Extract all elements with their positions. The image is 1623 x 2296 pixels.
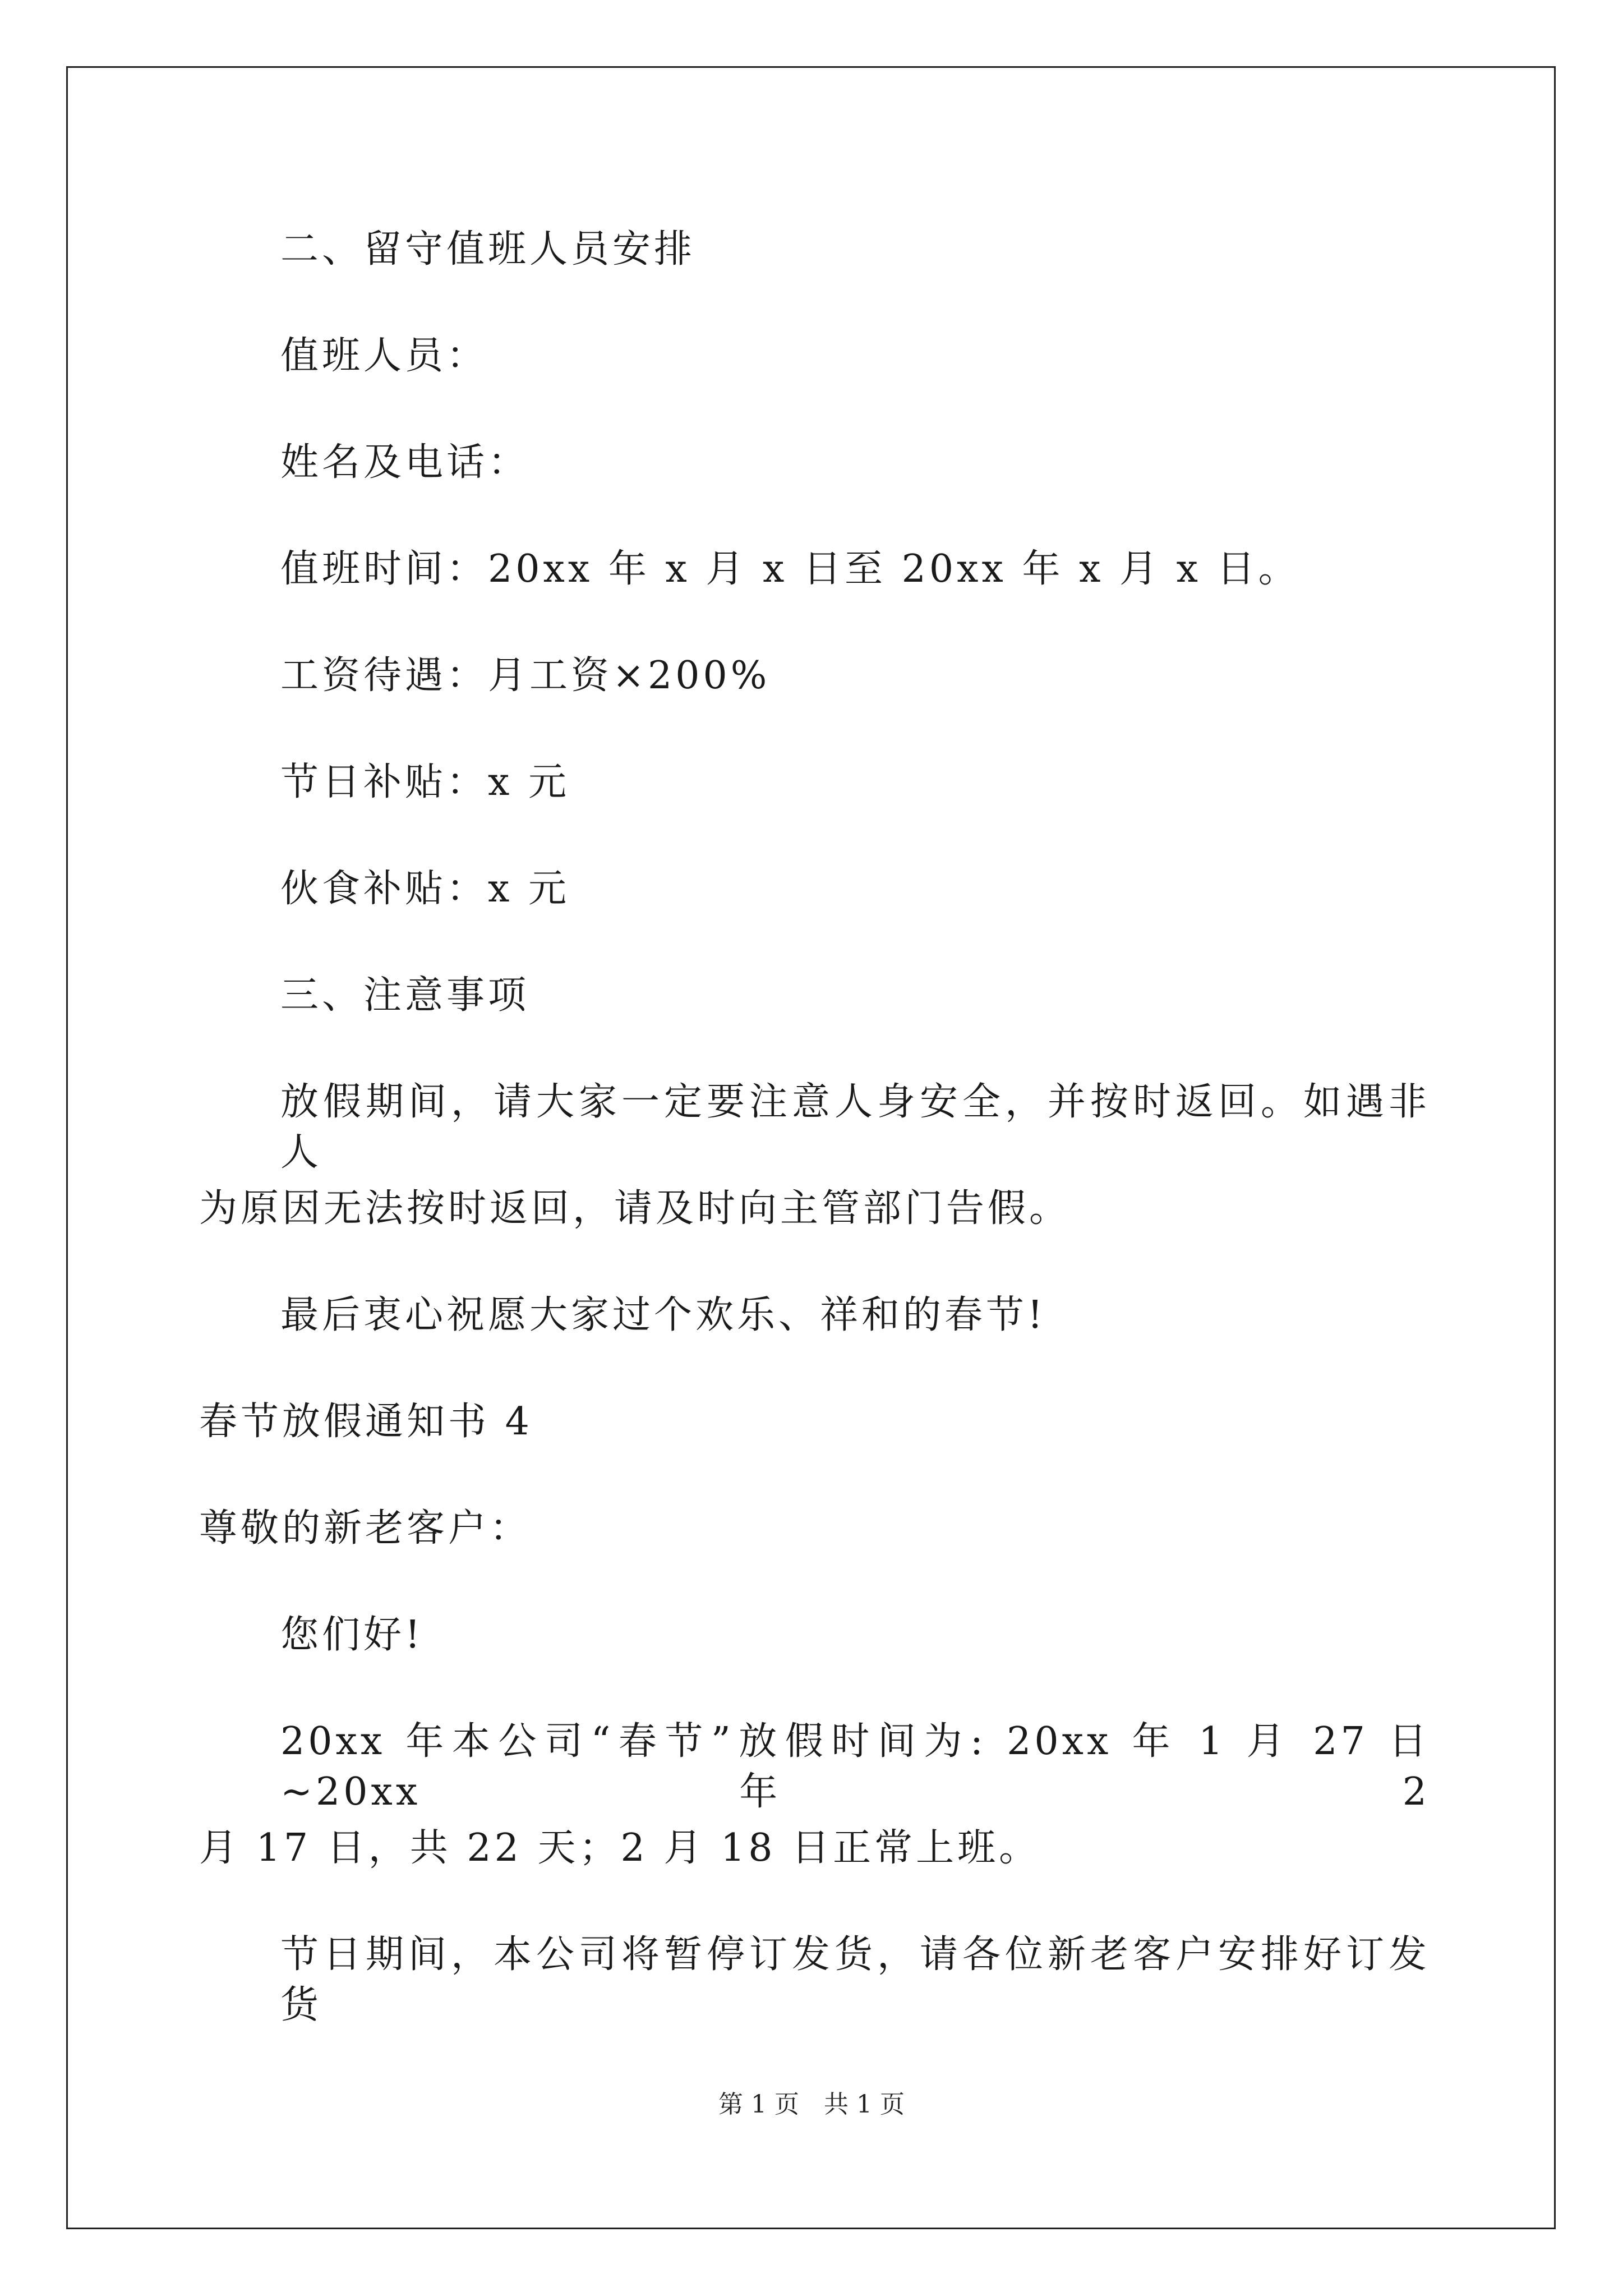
section-heading-notes: 三、注意事项 <box>280 973 530 1018</box>
meal-allowance-line: 伙食补贴：x 元 <box>280 867 570 911</box>
greeting: 您们好! <box>280 1613 424 1657</box>
salary-line: 工资待遇：月工资×200% <box>280 654 771 698</box>
holiday-allowance-line: 节日补贴：x 元 <box>280 760 570 804</box>
holiday-period-line-2: 月 17 日，共 22 天；2 月 18 日正常上班。 <box>199 1826 1041 1870</box>
section-heading-duty-arrangement: 二、留守值班人员安排 <box>280 227 696 272</box>
duty-time-line: 值班时间：20xx 年 x 月 x 日至 20xx 年 x 月 x 日。 <box>280 547 1300 591</box>
shipping-notice-line: 节日期间，本公司将暂停订发货，请各位新老客户安排好订发货 <box>280 1932 1430 2027</box>
paragraph-safety-line-2: 为原因无法按时返回，请及时向主管部门告假。 <box>199 1186 1071 1231</box>
notice-title: 春节放假通知书 4 <box>199 1400 533 1444</box>
name-phone-label: 姓名及电话： <box>280 440 530 485</box>
duty-staff-label: 值班人员： <box>280 334 488 378</box>
holiday-period-line-1: 20xx 年本公司“春节”放假时间为: 20xx 年 1 月 27 日~20xx 年 2 <box>280 1719 1430 1814</box>
paragraph-safety-line-1: 放假期间，请大家一定要注意人身安全，并按时返回。如遇非人 <box>280 1080 1430 1175</box>
page-number-footer: 第 1 页 共 1 页 <box>718 2090 905 2119</box>
salutation: 尊敬的新老客户： <box>199 1506 532 1550</box>
closing-wishes: 最后衷心祝愿大家过个欢乐、祥和的春节! <box>280 1293 1046 1337</box>
